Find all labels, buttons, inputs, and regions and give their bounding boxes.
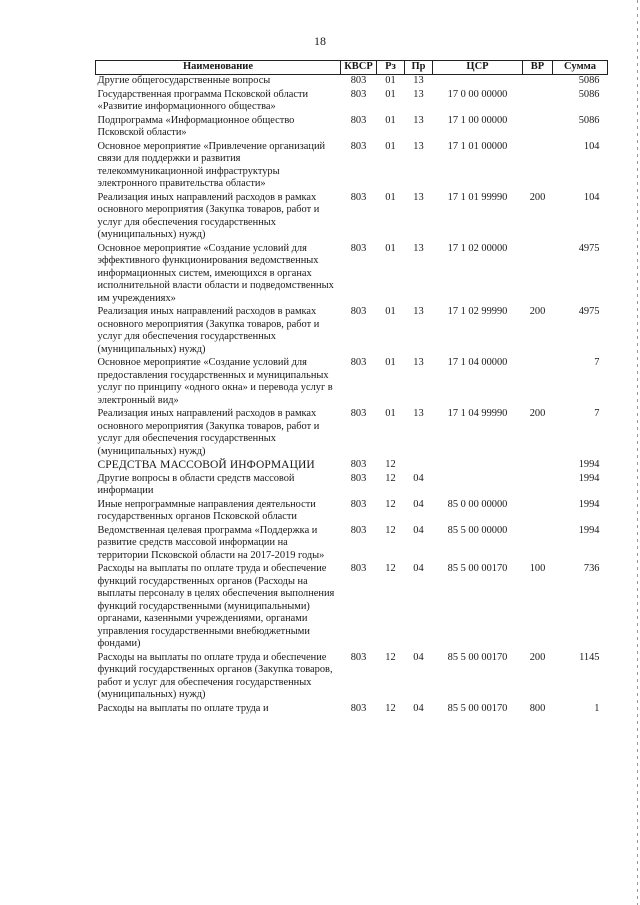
cell-kvsr: 803 [350, 702, 367, 714]
cell-csr: 85 5 00 00170 [447, 651, 508, 663]
cell-kvsr: 803 [350, 75, 367, 86]
table-row [96, 243, 608, 307]
cell-pr: 13 [413, 75, 424, 86]
cell-kvsr: 803 [350, 140, 367, 152]
cell-kvsr: 803 [350, 524, 367, 536]
cell-vr: 200 [529, 306, 546, 317]
cell-rz: 01 [385, 191, 396, 203]
cell-kvsr: 803 [350, 191, 367, 203]
cell-csr [433, 459, 523, 473]
cell-sum: 5086 [578, 88, 600, 100]
cell-csr: 17 1 02 99990 [447, 306, 508, 317]
table-row [96, 525, 608, 564]
cell-rz: 01 [385, 408, 396, 419]
cell-kvsr: 803 [350, 408, 367, 419]
cell-rz: 01 [385, 75, 396, 86]
table-row [96, 703, 608, 717]
header-sum: Сумма [553, 61, 608, 75]
cell-rz: 12 [385, 459, 396, 470]
header-rz: Рз [377, 61, 405, 75]
cell-name: Подпрограмма «Информационное общество Псковской области» [97, 114, 295, 138]
cell-sum: 5086 [578, 75, 600, 86]
cell-pr: 13 [413, 140, 424, 152]
cell-vr: 200 [529, 651, 546, 663]
cell-pr: 04 [413, 524, 424, 536]
cell-pr: 13 [413, 408, 424, 419]
cell-name: Государственная программа Псковской области «Развитие информационного общества» [97, 88, 309, 112]
cell-kvsr: 803 [350, 242, 367, 254]
cell-pr: 04 [413, 472, 424, 484]
cell-kvsr: 803 [350, 563, 367, 574]
cell-vr: 800 [529, 702, 546, 714]
cell-csr: 17 1 01 00000 [447, 140, 508, 152]
table-row [96, 408, 608, 459]
cell-sum: 104 [583, 140, 600, 152]
table-row [96, 563, 608, 652]
cell-csr: 85 0 00 00000 [447, 498, 508, 510]
cell-name: Реализация иных направлений расходов в рамках основного мероприятия (Закупка товаров, работ и услуг для обеспечения государственных (муниципальных) нужд) [97, 191, 320, 240]
cell-csr: 17 1 01 99990 [447, 191, 508, 203]
cell-name: Другие вопросы в области средств массовой информации [97, 472, 295, 496]
cell-vr [523, 525, 553, 564]
table-row [96, 115, 608, 141]
cell-pr: 04 [413, 498, 424, 510]
table-row [96, 652, 608, 703]
table-row [96, 75, 608, 89]
cell-rz: 12 [385, 702, 396, 714]
cell-sum: 736 [583, 563, 600, 574]
cell-pr: 13 [413, 191, 424, 203]
table-row [96, 499, 608, 525]
budget-table [95, 60, 608, 716]
cell-name: СРЕДСТВА МАССОВОЙ ИНФОРМАЦИИ [97, 459, 315, 471]
cell-sum: 1145 [579, 651, 600, 663]
cell-sum: 1994 [578, 524, 600, 536]
cell-sum: 5086 [578, 114, 600, 126]
cell-pr [405, 459, 433, 473]
cell-kvsr: 803 [350, 357, 367, 368]
cell-vr: 100 [529, 563, 546, 574]
table-header-row [96, 61, 608, 75]
cell-csr: 85 5 00 00170 [447, 563, 508, 574]
cell-sum: 1994 [578, 472, 600, 484]
cell-rz: 12 [385, 524, 396, 536]
cell-name: Основное мероприятие «Привлечение организаций связи для поддержки и развития телекоммуникационной инфраструктуры электронного правительства области» [97, 140, 326, 189]
cell-rz: 01 [385, 140, 396, 152]
cell-sum: 4975 [578, 306, 600, 317]
cell-name: Иные непрограммные направления деятельности государственных органов Псковской области [97, 498, 316, 522]
cell-csr: 85 5 00 00170 [447, 702, 508, 714]
table-row [96, 473, 608, 499]
cell-pr: 13 [413, 357, 424, 368]
cell-rz: 12 [385, 498, 396, 510]
cell-rz: 01 [385, 88, 396, 100]
cell-kvsr: 803 [350, 651, 367, 663]
cell-sum: 1994 [578, 498, 600, 510]
table-row [96, 306, 608, 357]
cell-vr [523, 357, 553, 408]
cell-kvsr: 803 [350, 114, 367, 126]
cell-kvsr: 803 [350, 498, 367, 510]
cell-pr: 13 [413, 242, 424, 254]
table-row [96, 192, 608, 243]
cell-sum: 104 [583, 191, 600, 203]
cell-name: Расходы на выплаты по оплате труда и [97, 702, 269, 714]
header-pr: Пр [405, 61, 433, 75]
scan-margin-line [637, 0, 638, 905]
cell-pr: 04 [413, 651, 424, 663]
cell-name: Основное мероприятие «Создание условий для эффективного функционирования ведомственных информационных систем, имеющихся в органах исполнительной власти области и подведомственных им учреждениях» [97, 242, 334, 304]
cell-csr [433, 473, 523, 499]
cell-kvsr: 803 [350, 88, 367, 100]
table-row [96, 357, 608, 408]
cell-pr: 04 [413, 563, 424, 574]
table-section-row [96, 459, 608, 473]
cell-name: Расходы на выплаты по оплате труда и обеспечение функций государственных органов (Расходы на выплаты персоналу в целях обеспечения выполнения функций государственными (муниципальными) органами, казенными учреждениями, органами управления государственными внебюджетными фондами) [97, 563, 335, 649]
cell-name: Реализация иных направлений расходов в рамках основного мероприятия (Закупка товаров, работ и услуг для обеспечения государственных (муниципальных) нужд) [97, 306, 320, 355]
cell-sum: 7 [594, 357, 600, 368]
table-row [96, 141, 608, 192]
cell-kvsr: 803 [350, 306, 367, 317]
cell-csr: 17 1 02 00000 [447, 242, 508, 254]
table-body [96, 75, 608, 717]
cell-kvsr: 803 [350, 459, 367, 470]
cell-vr: 200 [529, 191, 546, 203]
cell-name: Расходы на выплаты по оплате труда и обеспечение функций государственных органов (Закупка товаров, работ и услуг для обеспечения государственных (муниципальных) нужд) [97, 651, 333, 700]
cell-name: Ведомственная целевая программа «Поддержка и развитие средств массовой информации на территории Псковской области на 2017-2019 годы» [97, 524, 325, 561]
cell-csr: 17 1 04 00000 [447, 357, 508, 368]
cell-vr [523, 141, 553, 192]
cell-name: Основное мероприятие «Создание условий для предоставления государственных и муниципальных услуг по принципу «одного окна» и перевода услуг в электронный вид» [97, 357, 333, 406]
cell-pr: 13 [413, 114, 424, 126]
cell-rz: 01 [385, 357, 396, 368]
cell-vr [523, 115, 553, 141]
cell-vr [523, 473, 553, 499]
cell-vr [523, 89, 553, 115]
cell-vr [523, 243, 553, 307]
cell-kvsr: 803 [350, 472, 367, 484]
header-kvsr: КВСР [341, 61, 377, 75]
table-row [96, 89, 608, 115]
cell-rz: 01 [385, 306, 396, 317]
cell-csr: 17 1 04 99990 [447, 408, 508, 419]
cell-name: Реализация иных направлений расходов в рамках основного мероприятия (Закупка товаров, работ и услуг для обеспечения государственных (муниципальных) нужд) [97, 408, 320, 457]
header-csr: ЦСР [433, 61, 523, 75]
cell-rz: 01 [385, 242, 396, 254]
header-name: Наименование [96, 61, 341, 75]
cell-pr: 04 [413, 702, 424, 714]
cell-rz: 01 [385, 114, 396, 126]
cell-vr [523, 499, 553, 525]
cell-rz: 12 [385, 472, 396, 484]
cell-pr: 13 [413, 306, 424, 317]
cell-sum: 1994 [578, 459, 600, 470]
cell-sum: 7 [594, 408, 600, 419]
cell-sum: 1 [594, 702, 600, 714]
header-vr: ВР [523, 61, 553, 75]
cell-pr: 13 [413, 88, 424, 100]
cell-csr: 17 1 00 00000 [447, 114, 508, 126]
cell-vr: 200 [529, 408, 546, 419]
cell-vr [523, 75, 553, 89]
cell-name: Другие общегосударственные вопросы [97, 75, 271, 86]
page-number: 18 [314, 34, 326, 48]
cell-rz: 12 [385, 651, 396, 663]
cell-vr [523, 459, 553, 473]
cell-csr: 17 0 00 00000 [447, 88, 508, 100]
cell-csr [433, 75, 523, 89]
cell-csr: 85 5 00 00000 [447, 524, 508, 536]
cell-sum: 4975 [578, 242, 600, 254]
cell-rz: 12 [385, 563, 396, 574]
